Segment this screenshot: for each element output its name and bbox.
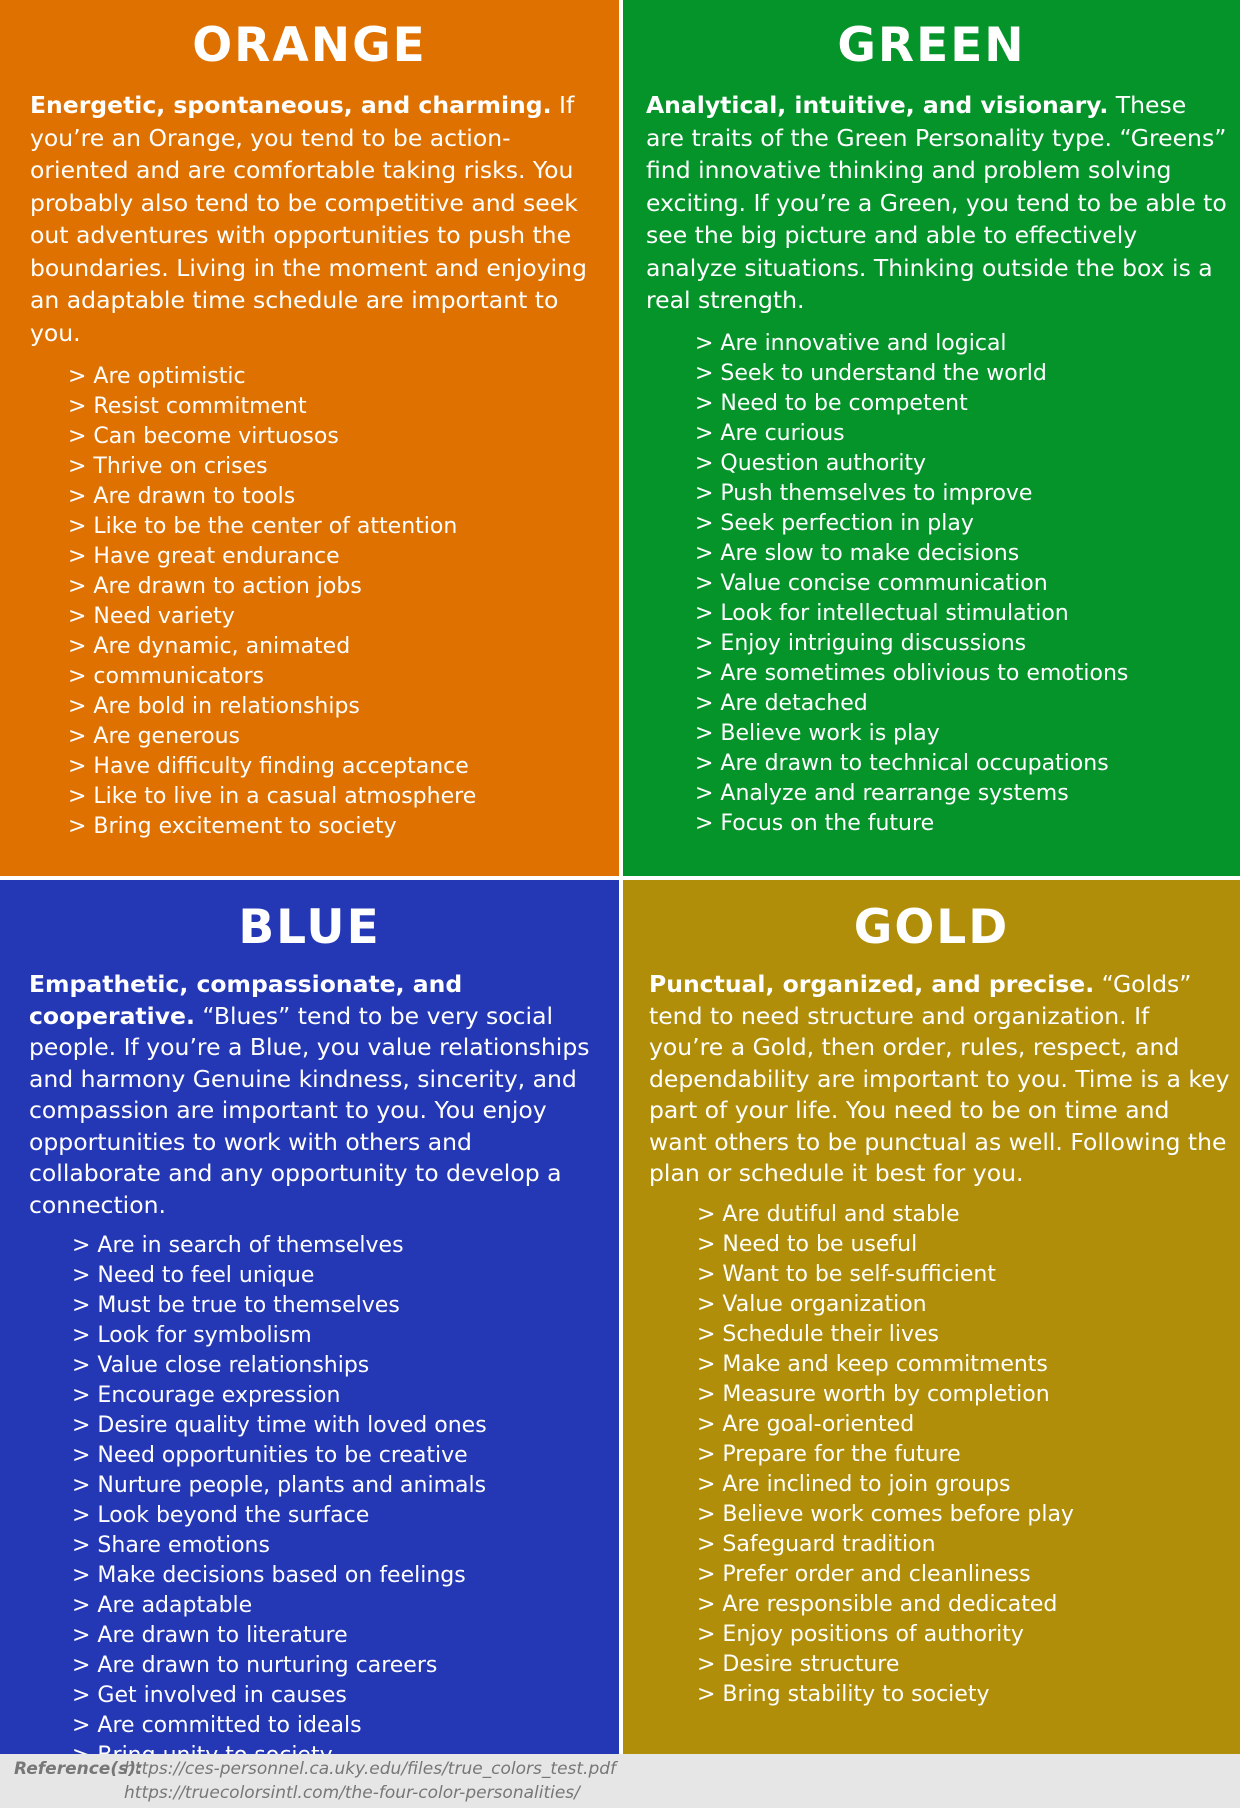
list-item: > Are drawn to nurturing careers	[72, 1653, 438, 1678]
references-label: Reference(s):	[14, 1759, 143, 1779]
list-item: > Prefer order and cleanliness	[697, 1561, 1031, 1587]
list-item: > Like to be the center of attention	[68, 514, 458, 539]
list-item: > Are responsible and dedicated	[697, 1591, 1058, 1617]
list-item: > Seek to understand the world	[695, 360, 1047, 386]
list-item: > Must be true to themselves	[72, 1293, 400, 1318]
list-item: > Resist commitment	[68, 394, 307, 419]
list-item: > Are dutiful and stable	[697, 1201, 960, 1227]
list-item: > Believe work comes before play	[697, 1501, 1074, 1527]
list-item: > Are drawn to tools	[68, 484, 296, 509]
orange-lead: Energetic, spontaneous, and charming.	[30, 91, 552, 119]
list-item: > Look beyond the surface	[72, 1503, 370, 1528]
list-item: > Analyze and rearrange systems	[695, 780, 1069, 806]
blue-description	[0, 951, 619, 1221]
list-item: > Prepare for the future	[697, 1441, 961, 1467]
list-item: > Have great endurance	[68, 544, 340, 569]
list-item: > Have difficulty finding acceptance	[68, 754, 469, 779]
list-item: > Are slow to make decisions	[695, 540, 1020, 566]
green-lead: Analytical, intuitive, and visionary.	[646, 91, 1109, 119]
list-item: > communicators	[68, 664, 265, 689]
gold-description	[623, 951, 1240, 1190]
references-footer	[0, 1754, 1240, 1808]
list-item: > Like to live in a casual atmosphere	[68, 784, 477, 809]
list-item: > Push themselves to improve	[695, 480, 1033, 506]
blue-traits-list	[0, 1221, 619, 1771]
gold-body: “Golds” tend to need structure and organization. If you’re a Gold, then order, rules, respect, and dependability are important to you. Time is a key part of your life. You need to be on time and want others to be punctual as well. Following the plan or schedule it best for you.	[649, 970, 1230, 1187]
list-item: > Believe work is play	[695, 720, 940, 746]
reference-line-2	[14, 1781, 1240, 1805]
list-item: > Are adaptable	[72, 1593, 253, 1618]
list-item: > Are sometimes oblivious to emotions	[695, 660, 1129, 686]
list-item: > Value organization	[697, 1291, 927, 1317]
list-item: > Are dynamic, animated	[68, 634, 351, 659]
list-item: > Get involved in causes	[72, 1683, 347, 1708]
green-body: These are traits of the Green Personality type. “Greens” find innovative thinking and problem solving exciting. If you’re a Green, you tend to be able to see the big picture and able to effectively analyze situations. Thinking outside the box is a real strength.	[646, 91, 1227, 314]
list-item: > Can become virtuosos	[68, 424, 339, 449]
list-item: > Are committed to ideals	[72, 1713, 362, 1738]
list-item: > Question authority	[695, 450, 927, 476]
green-description	[623, 69, 1240, 317]
list-item: > Are curious	[695, 420, 845, 446]
list-item: > Are drawn to literature	[72, 1623, 348, 1648]
list-item: > Encourage expression	[72, 1383, 341, 1408]
list-item: > Make and keep commitments	[697, 1351, 1048, 1377]
list-item: > Thrive on crises	[68, 454, 268, 479]
orange-title: ORANGE	[192, 18, 427, 73]
list-item: > Bring stability to society	[697, 1681, 990, 1707]
gold-lead: Punctual, organized, and precise.	[649, 970, 1095, 998]
orange-traits-list	[0, 349, 619, 842]
orange-description	[0, 69, 619, 349]
list-item: > Need to be competent	[695, 390, 968, 416]
list-item: > Are generous	[68, 724, 240, 749]
green-title: GREEN	[837, 18, 1026, 73]
reference-link[interactable]: https://ces-personnel.ca.uky.edu/files/true_colors_test.pdf	[124, 1759, 617, 1779]
list-item: > Safeguard tradition	[697, 1531, 936, 1557]
blue-section	[0, 880, 619, 1754]
list-item: > Measure worth by completion	[697, 1381, 1050, 1407]
list-item: > Enjoy intriguing discussions	[695, 630, 1027, 656]
list-item: > Are drawn to technical occupations	[695, 750, 1109, 776]
blue-title: BLUE	[238, 900, 381, 955]
list-item: > Value close relationships	[72, 1353, 370, 1378]
list-item: > Bring excitement to society	[68, 814, 397, 839]
list-item: > Need opportunities to be creative	[72, 1443, 468, 1468]
list-item: > Share emotions	[72, 1533, 270, 1558]
gold-traits-list	[623, 1190, 1240, 1710]
blue-body: “Blues” tend to be very social people. If you’re a Blue, you value relationships and harmony Genuine kindness, sincerity, and compassion are important to you. You enjoy opportunities to work with others and collaborate and any opportunity to develop a connection.	[29, 1001, 590, 1219]
list-item: > Look for symbolism	[72, 1323, 312, 1348]
list-item: > Desire structure	[697, 1651, 900, 1677]
list-item: > Look for intellectual stimulation	[695, 600, 1069, 626]
orange-section	[0, 0, 619, 876]
gold-title: GOLD	[853, 900, 1010, 955]
reference-line-1	[14, 1757, 1240, 1781]
reference-link[interactable]: https://truecolorsintl.com/the-four-color-personalities/	[124, 1783, 580, 1803]
list-item: > Are inclined to join groups	[697, 1471, 1011, 1497]
list-item: > Seek perfection in play	[695, 510, 974, 536]
list-item: > Nurture people, plants and animals	[72, 1473, 487, 1498]
list-item: > Need to feel unique	[72, 1263, 315, 1288]
green-traits-list	[623, 317, 1240, 839]
list-item: > Want to be self-sufficient	[697, 1261, 996, 1287]
list-item: > Are innovative and logical	[695, 330, 1007, 356]
list-item: > Are goal-oriented	[697, 1411, 915, 1437]
list-item: > Are bold in relationships	[68, 694, 360, 719]
list-item: > Value concise communication	[695, 570, 1048, 596]
orange-body: If you’re an Orange, you tend to be action-oriented and are comfortable taking risks. You probably also tend to be competitive and seek out adventures with opportunities to push the boundaries. Living in the moment and enjoying an adaptable time schedule are important to you.	[30, 91, 587, 347]
list-item: > Schedule their lives	[697, 1321, 940, 1347]
list-item: > Are in search of themselves	[72, 1233, 404, 1258]
list-item: > Make decisions based on feelings	[72, 1563, 466, 1588]
list-item: > Are drawn to action jobs	[68, 574, 362, 599]
list-item: > Desire quality time with loved ones	[72, 1413, 487, 1438]
list-item: > Are detached	[695, 690, 868, 716]
green-section	[623, 0, 1240, 876]
list-item: > Need variety	[68, 604, 235, 629]
list-item: > Are optimistic	[68, 364, 246, 389]
blue-lead: Empathetic, compassionate, and cooperative.	[29, 970, 463, 1030]
list-item: > Enjoy positions of authority	[697, 1621, 1024, 1647]
list-item: > Need to be useful	[697, 1231, 918, 1257]
list-item: > Focus on the future	[695, 810, 935, 836]
gold-section	[623, 880, 1240, 1754]
